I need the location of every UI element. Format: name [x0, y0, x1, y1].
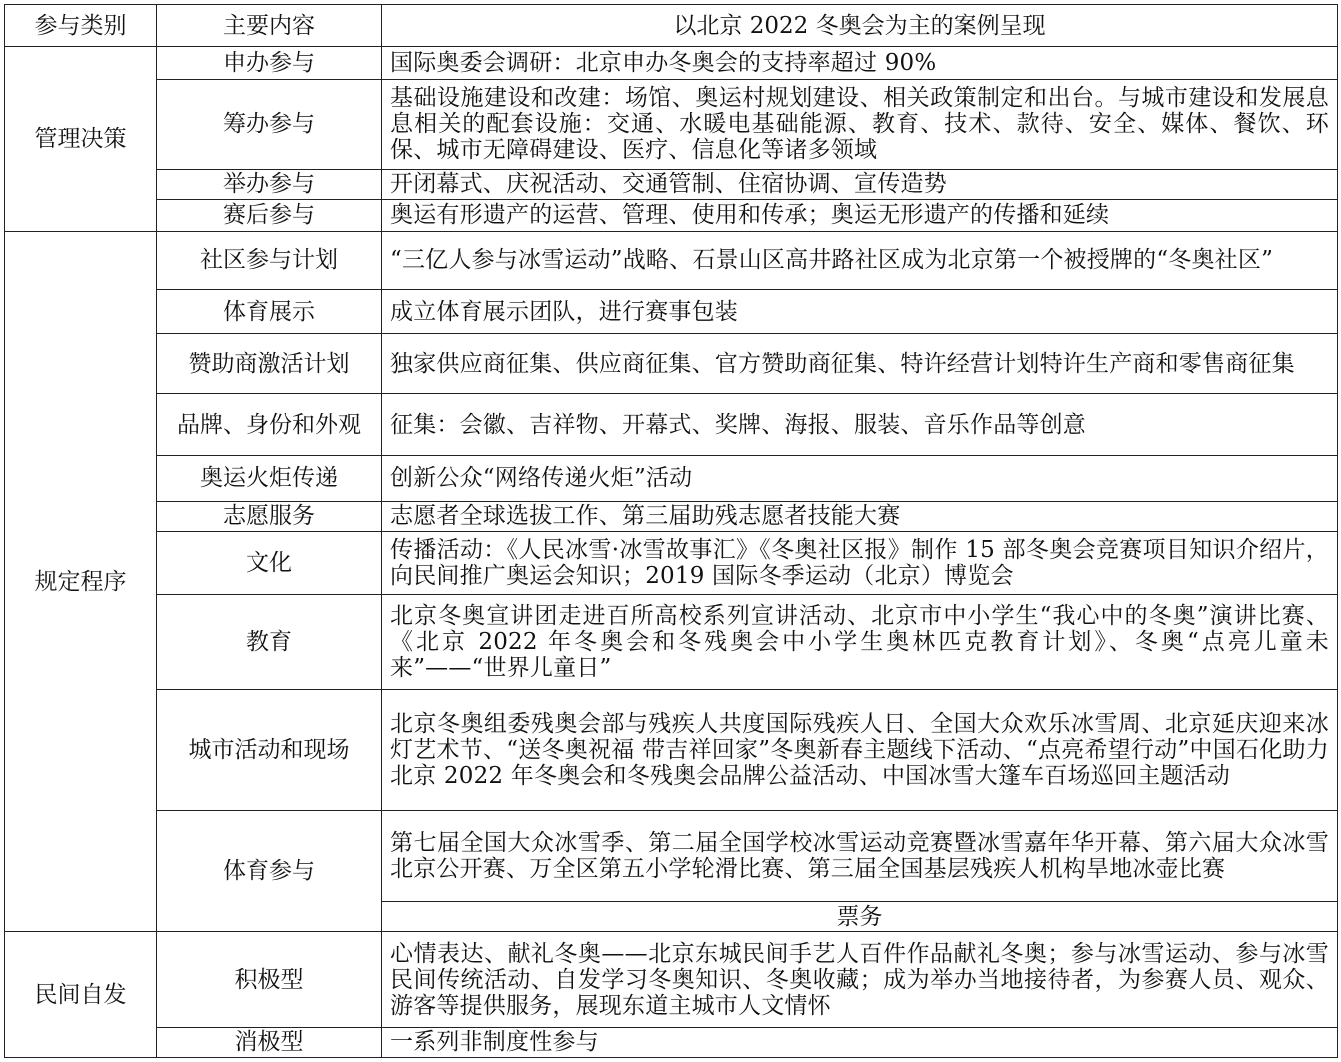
case-cell: 基础设施建设和改建：场馆、奥运村规划建设、相关政策制定和出台。与城市建设和发展息息相关的配套设施：交通、水暖电基础能源、教育、技术、款待、安全、媒体、餐饮、环保、城市无障碍建设、医疗、信息化等诸多领域 — [382, 80, 1338, 169]
case-cell: 北京冬奥组委残奥会部与残疾人共度国际残疾人日、全国大众欢乐冰雪周、北京延庆迎来冰灯艺术节、“送冬奥祝福 带吉祥回家”冬奥新春主题线下活动、“点亮希望行动”中国石化助力北京 2022 年冬奥会和冬残奥会品牌公益活动、中国冰雪大篷车百场巡回主题活动 — [382, 689, 1338, 810]
subcategory-cell: 积极型 — [157, 932, 382, 1027]
subcategory-cell: 赞助商激活计划 — [157, 334, 382, 394]
table-row — [5, 290, 1338, 334]
case-cell: 第七届全国大众冰雪季、第二届全国学校冰雪运动竞赛暨冰雪嘉年华开幕、第六届大众冰雪北京公开赛、万全区第五小学轮滑比赛、第三届全国基层残疾人机构旱地冰壶比赛 — [382, 810, 1338, 901]
header-cases: 以北京 2022 冬奥会为主的案例呈现 — [382, 5, 1338, 47]
case-cell: 成立体育展示团队，进行赛事包装 — [382, 290, 1338, 334]
subcategory-cell: 教育 — [157, 595, 382, 689]
case-cell: 心情表达、献礼冬奥——北京东城民间手艺人百件作品献礼冬奥；参与冰雪运动、参与冰雪民间传统活动、自发学习冬奥知识、冬奥收藏；成为举办当地接待者，为参赛人员、观众、游客等提供服务，展现东道主城市人文情怀 — [382, 932, 1338, 1027]
header-row — [5, 5, 1338, 47]
case-cell: 奥运有形遗产的运营、管理、使用和传承；奥运无形遗产的传播和延续 — [382, 199, 1338, 231]
case-table — [4, 4, 1338, 1058]
subcategory-cell: 品牌、身份和外观 — [157, 394, 382, 455]
case-cell: 创新公众“网络传递火炬”活动 — [382, 455, 1338, 501]
table-row — [5, 231, 1338, 289]
table-row — [5, 595, 1338, 689]
subcategory-cell: 文化 — [157, 531, 382, 594]
table-row — [5, 501, 1338, 531]
table-row — [5, 47, 1338, 80]
table-row — [5, 531, 1338, 594]
subcategory-cell: 消极型 — [157, 1027, 382, 1057]
table-row — [5, 689, 1338, 810]
case-cell: 北京冬奥宣讲团走进百所高校系列宣讲活动、北京市中小学生“我心中的冬奥”演讲比赛、《北京 2022 年冬奥会和冬残奥会中小学生奥林匹克教育计划》、冬奥“点亮儿童未来”——“世界儿童日” — [382, 595, 1338, 689]
subcategory-cell: 赛后参与 — [157, 199, 382, 231]
case-cell: 国际奥委会调研：北京申办冬奥会的支持率超过 90% — [382, 47, 1338, 80]
case-cell: 开闭幕式、庆祝活动、交通管制、住宿协调、宣传造势 — [382, 169, 1338, 199]
subcategory-cell: 申办参与 — [157, 47, 382, 80]
table-row — [5, 334, 1338, 394]
subcategory-cell: 举办参与 — [157, 169, 382, 199]
category-cell: 管理决策 — [5, 47, 157, 232]
table-row — [5, 932, 1338, 1027]
subcategory-cell: 奥运火炬传递 — [157, 455, 382, 501]
category-cell: 民间自发 — [5, 932, 157, 1058]
case-cell: 征集：会徽、吉祥物、开幕式、奖牌、海报、服装、音乐作品等创意 — [382, 394, 1338, 455]
case-cell: “三亿人参与冰雪运动”战略、石景山区高井路社区成为北京第一个被授牌的“冬奥社区” — [382, 231, 1338, 289]
table-row — [5, 455, 1338, 501]
case-cell: 一系列非制度性参与 — [382, 1027, 1338, 1057]
case-cell: 独家供应商征集、供应商征集、官方赞助商征集、特许经营计划特许生产商和零售商征集 — [382, 334, 1338, 394]
subcategory-cell: 志愿服务 — [157, 501, 382, 531]
ticketing-cell: 票务 — [382, 902, 1338, 932]
category-cell: 规定程序 — [5, 231, 157, 932]
subcategory-cell: 筹办参与 — [157, 80, 382, 169]
subcategory-cell: 城市活动和现场 — [157, 689, 382, 810]
header-content: 主要内容 — [157, 5, 382, 47]
case-cell: 传播活动：《人民冰雪·冰雪故事汇》《冬奥社区报》制作 15 部冬奥会竞赛项目知识介绍片，向民间推广奥运会知识；2019 国际冬季运动（北京）博览会 — [382, 531, 1338, 594]
table-row — [5, 169, 1338, 199]
table-row — [5, 810, 1338, 901]
table-row — [5, 199, 1338, 231]
subcategory-cell: 体育展示 — [157, 290, 382, 334]
table-row — [5, 394, 1338, 455]
table-row — [5, 1027, 1338, 1057]
case-cell: 志愿者全球选拔工作、第三届助残志愿者技能大赛 — [382, 501, 1338, 531]
header-category: 参与类别 — [5, 5, 157, 47]
subcategory-cell: 体育参与 — [157, 810, 382, 931]
subcategory-cell: 社区参与计划 — [157, 231, 382, 289]
table-row — [5, 80, 1338, 169]
